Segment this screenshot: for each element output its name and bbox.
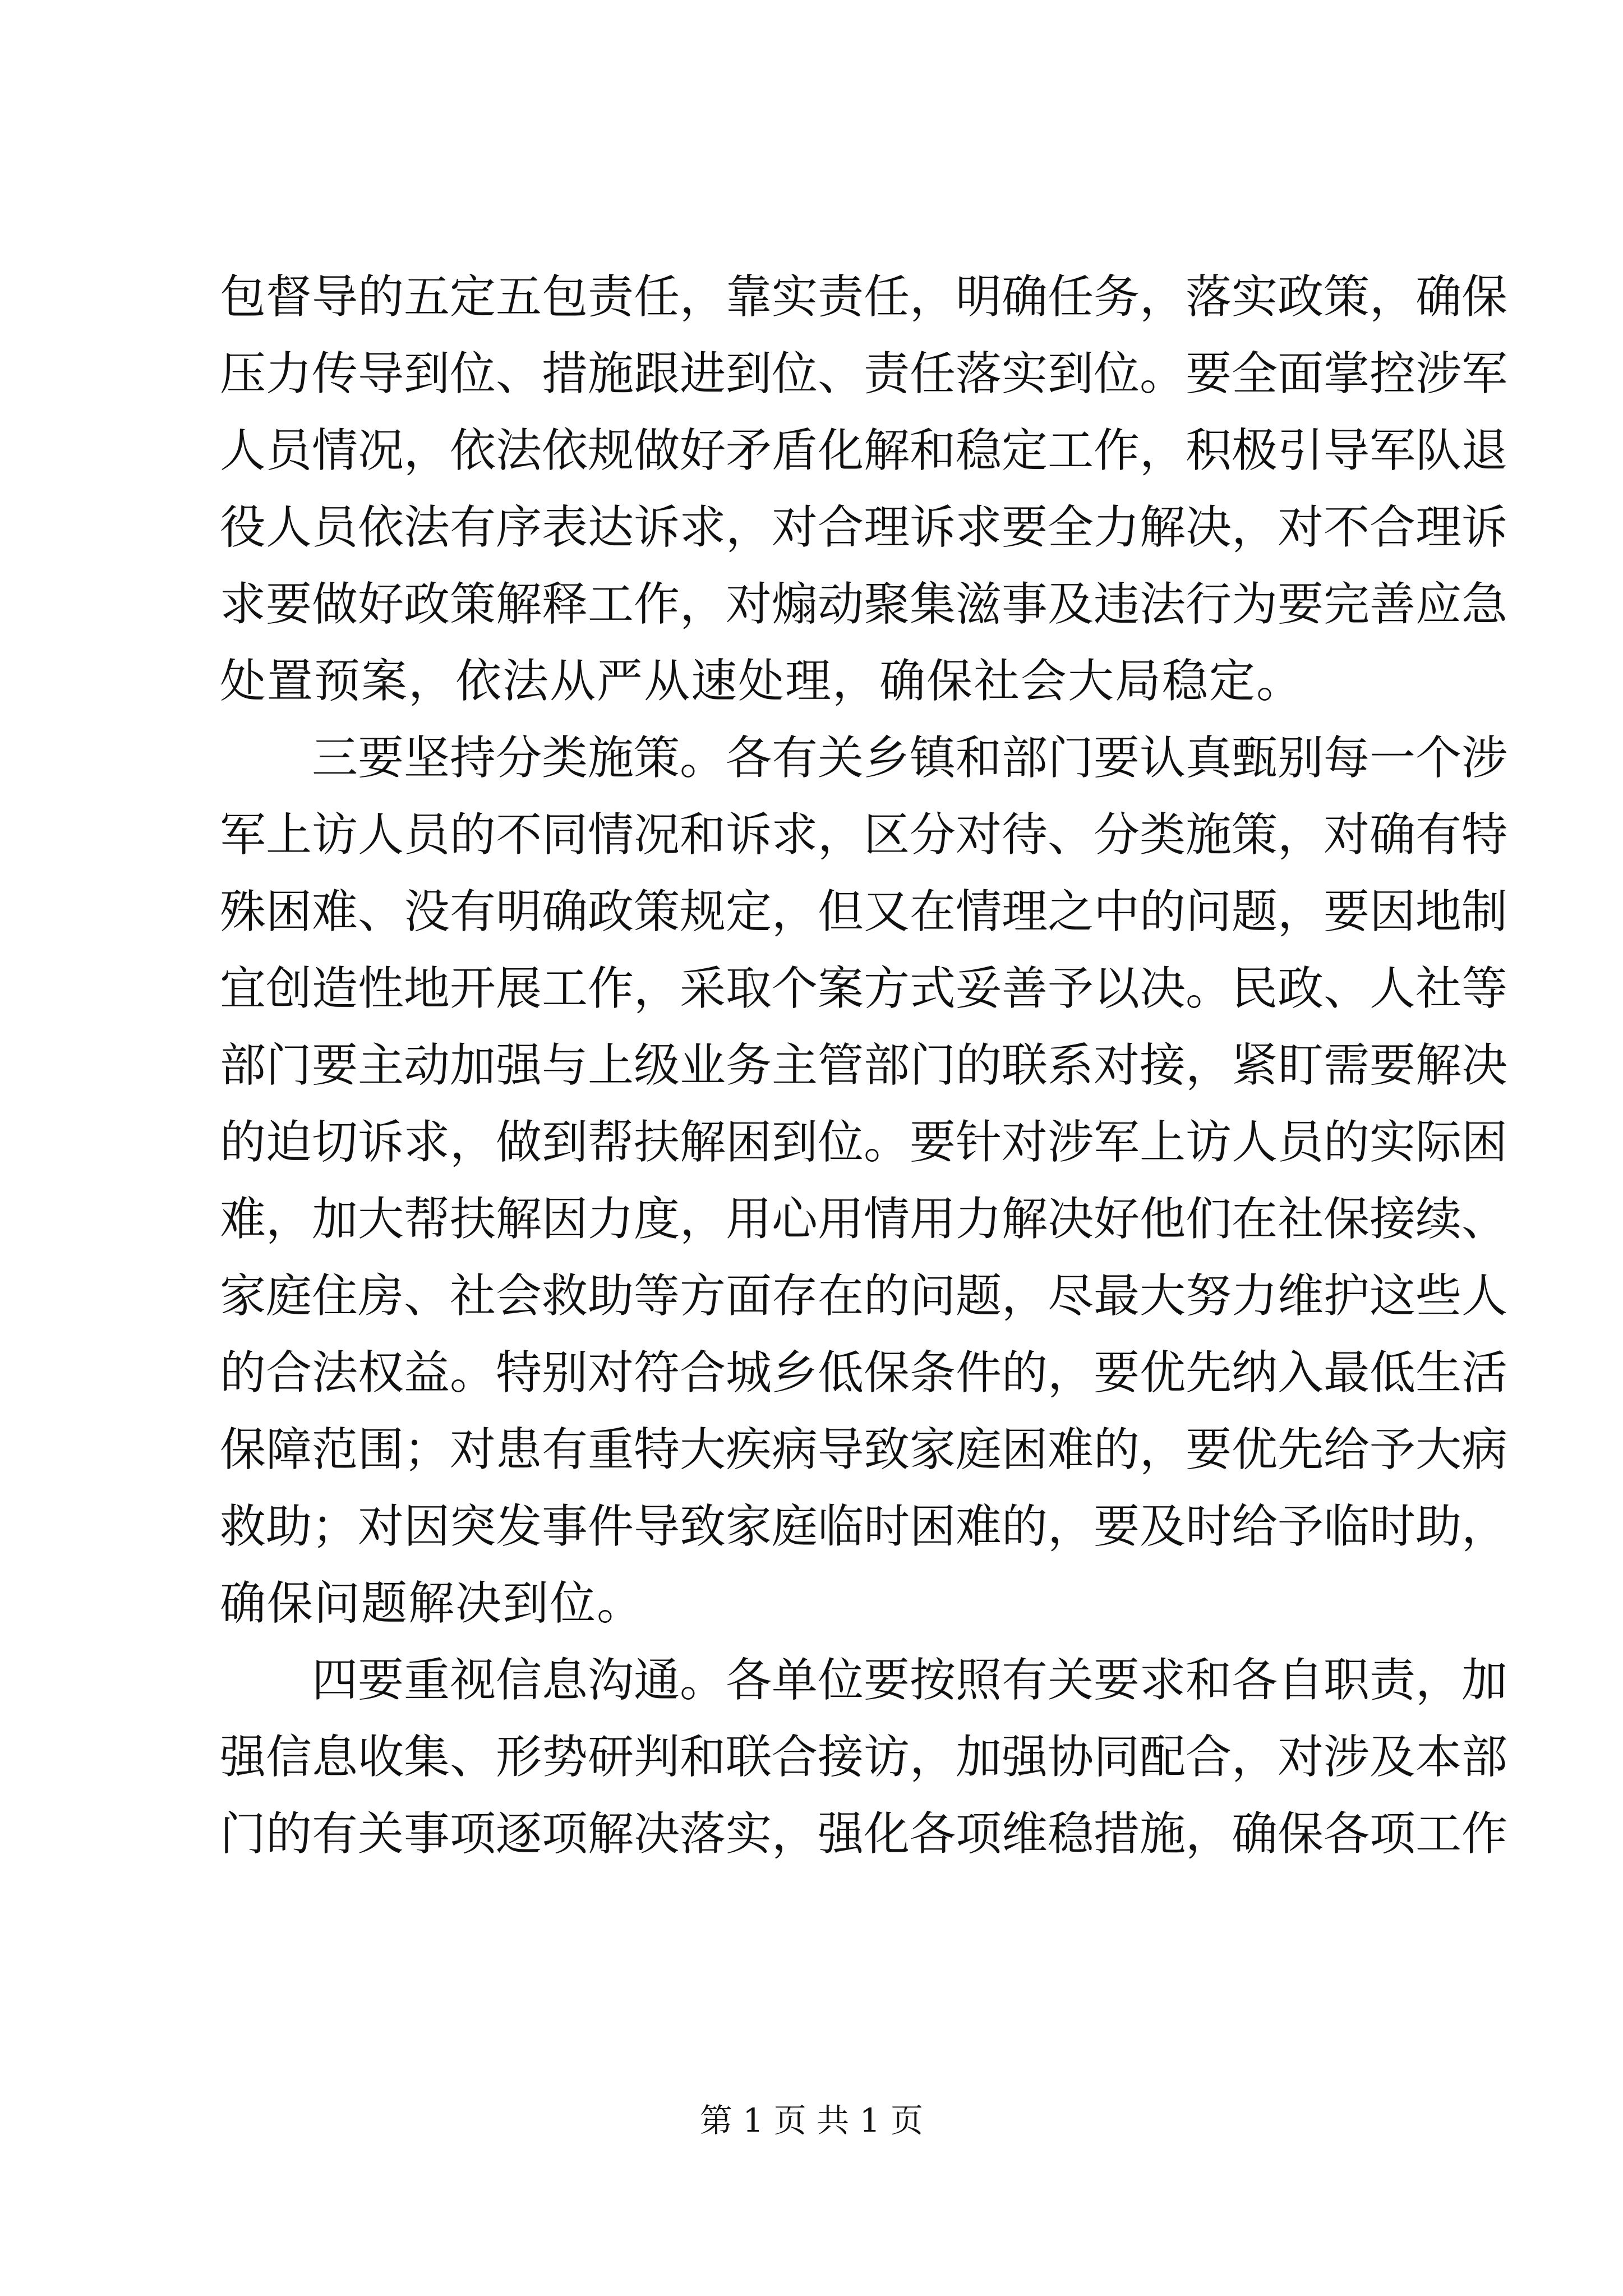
body-line-17: 救助；对因突发事件导致家庭临时困难的，要及时给予临时助， [220, 1500, 1508, 1553]
body-line-19: 四要重视信息沟通。各单位要按照有关要求和各自职责，加 [312, 1654, 1508, 1707]
body-line-6: 处置预案，依法从严从速处理，确保社会大局稳定。 [220, 655, 1304, 708]
body-line-4: 役人员依法有序表达诉求，对合理诉求要全力解决，对不合理诉 [220, 501, 1508, 554]
body-line-18: 确保问题解决到位。 [220, 1577, 644, 1630]
body-line-11: 部门要主动加强与上级业务主管部门的联系对接，紧盯需要解决 [220, 1039, 1508, 1092]
body-line-21: 门的有关事项逐项解决落实，强化各项维稳措施，确保各项工作 [220, 1807, 1508, 1861]
body-line-7: 三要坚持分类施策。各有关乡镇和部门要认真甄别每一个涉 [312, 731, 1508, 785]
body-line-5: 求要做好政策解释工作，对煽动聚集滋事及违法行为要完善应急 [220, 578, 1508, 631]
body-line-13: 难，加大帮扶解因力度，用心用情用力解决好他们在社保接续、 [220, 1193, 1508, 1246]
body-line-14: 家庭住房、社会救助等方面存在的问题，尽最大努力维护这些人 [220, 1269, 1508, 1323]
body-line-9: 殊困难、没有明确政策规定，但又在情理之中的问题，要因地制 [220, 885, 1508, 938]
body-line-2: 压力传导到位、措施跟进到位、责任落实到位。要全面掌控涉军 [220, 347, 1508, 401]
body-line-15: 的合法权益。特别对符合城乡低保条件的，要优先纳入最低生活 [220, 1346, 1508, 1400]
body-line-8: 军上访人员的不同情况和诉求，区分对待、分类施策，对确有特 [220, 808, 1508, 862]
body-line-10: 宜创造性地开展工作，采取个案方式妥善予以决。民政、人社等 [220, 962, 1508, 1015]
body-line-1: 包督导的五定五包责任，靠实责任，明确任务，落实政策，确保 [220, 270, 1508, 324]
body-line-12: 的迫切诉求，做到帮扶解困到位。要针对涉军上访人员的实际困 [220, 1116, 1508, 1169]
page-footer: 第 1 页 共 1 页 [700, 2101, 923, 2139]
body-line-3: 人员情况，依法依规做好矛盾化解和稳定工作，积极引导军队退 [220, 424, 1508, 477]
body-line-20: 强信息收集、形势研判和联合接访，加强协同配合，对涉及本部 [220, 1731, 1508, 1784]
body-line-16: 保障范围；对患有重特大疾病导致家庭困难的，要优先给予大病 [220, 1423, 1508, 1476]
